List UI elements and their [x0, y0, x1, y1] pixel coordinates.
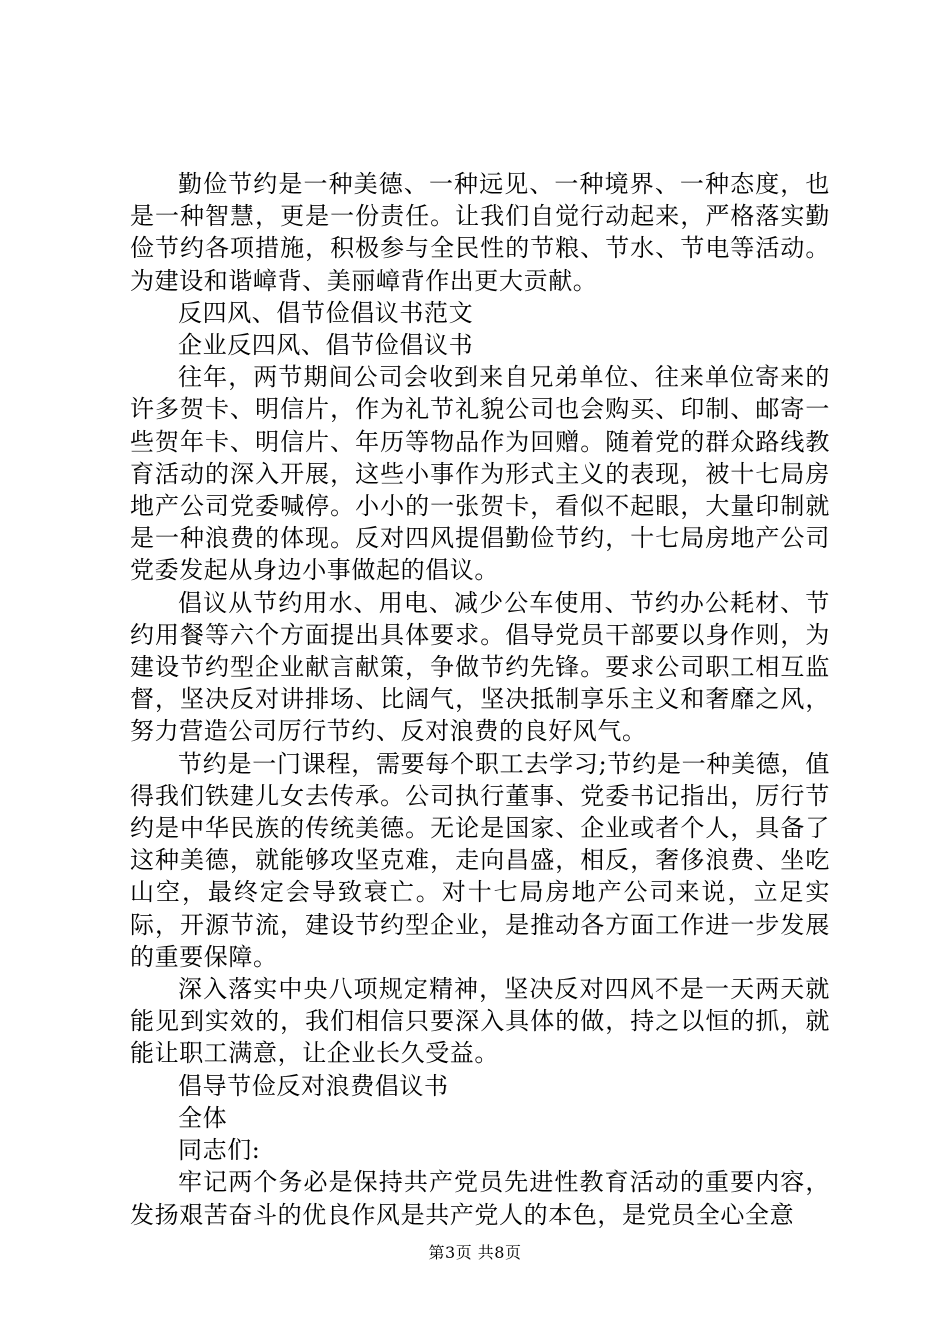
paragraph-greeting-cards: 往年，两节期间公司会收到来自兄弟单位、往来单位寄来的许多贺卡、明信片，作为礼节礼貌公司也会购买、印制、邮寄一些贺年卡、明信片、年历等物品作为回赠。随着党的群众路线教育活动的深入开展，这些小事作为形式主义的表现，被十七局房地产公司党委喊停。小小的一张贺卡，看似不起眼，大量印制就是一种浪费的体现。反对四风提倡勤俭节约，十七局房地产公司党委发起从身边小事做起的倡议。 [130, 363, 830, 585]
salutation-all: 全体 [178, 1103, 228, 1132]
heading-anti-waste-proposal: 倡导节俭反对浪费倡议书 [178, 1071, 449, 1100]
salutation-comrades: 同志们: [178, 1136, 261, 1165]
page-number-footer: 第3页 共8页 [428, 1243, 522, 1262]
paragraph-saving-course: 节约是一门课程，需要每个职工去学习;节约是一种美德，值得我们铁建儿女去传承。公司执行董事、党委书记指出，厉行节约是中华民族的传统美德。无论是国家、企业或者个人，具备了这种美德，就能够攻坚克难，走向昌盛，相反，奢侈浪费、坐吃山空，最终定会导致衰亡。对十七局房地产公司来说，立足实际，开源节流，建设节约型企业，是推动各方面工作进一步发展的重要保障。 [130, 749, 830, 971]
paragraph-six-requirements: 倡议从节约用水、用电、减少公车使用、节约办公耗材、节约用餐等六个方面提出具体要求。倡导党员干部要以身作则，为建设节约型企业献言献策，争做节约先锋。要求公司职工相互监督，坚决反对讲排场、比阔气，坚决抵制享乐主义和奢靡之风，努力营造公司厉行节约、反对浪费的良好风气。 [130, 588, 830, 746]
document-body [130, 168, 830, 1231]
paragraph-two-musts: 牢记两个务必是保持共产党员先进性教育活动的重要内容，发扬艰苦奋斗的优良作风是共产党人的本色，是党员全心全意 [130, 1168, 830, 1229]
heading-enterprise-proposal: 企业反四风、倡节俭倡议书 [178, 331, 474, 360]
paragraph-eight-rules: 深入落实中央八项规定精神，坚决反对四风不是一天两天就能见到实效的，我们相信只要深入具体的做，持之以恒的抓，就能让职工满意，让企业长久受益。 [130, 975, 830, 1068]
heading-sample-proposal: 反四风、倡节俭倡议书范文 [178, 298, 474, 327]
paragraph-frugality-virtue: 勤俭节约是一种美德、一种远见、一种境界、一种态度，也是一种智慧，更是一份责任。让我们自觉行动起来，严格落实勤俭节约各项措施，积极参与全民性的节粮、节水、节电等活动。为建设和谐嶂背、美丽嶂背作出更大贡献。 [130, 170, 830, 295]
